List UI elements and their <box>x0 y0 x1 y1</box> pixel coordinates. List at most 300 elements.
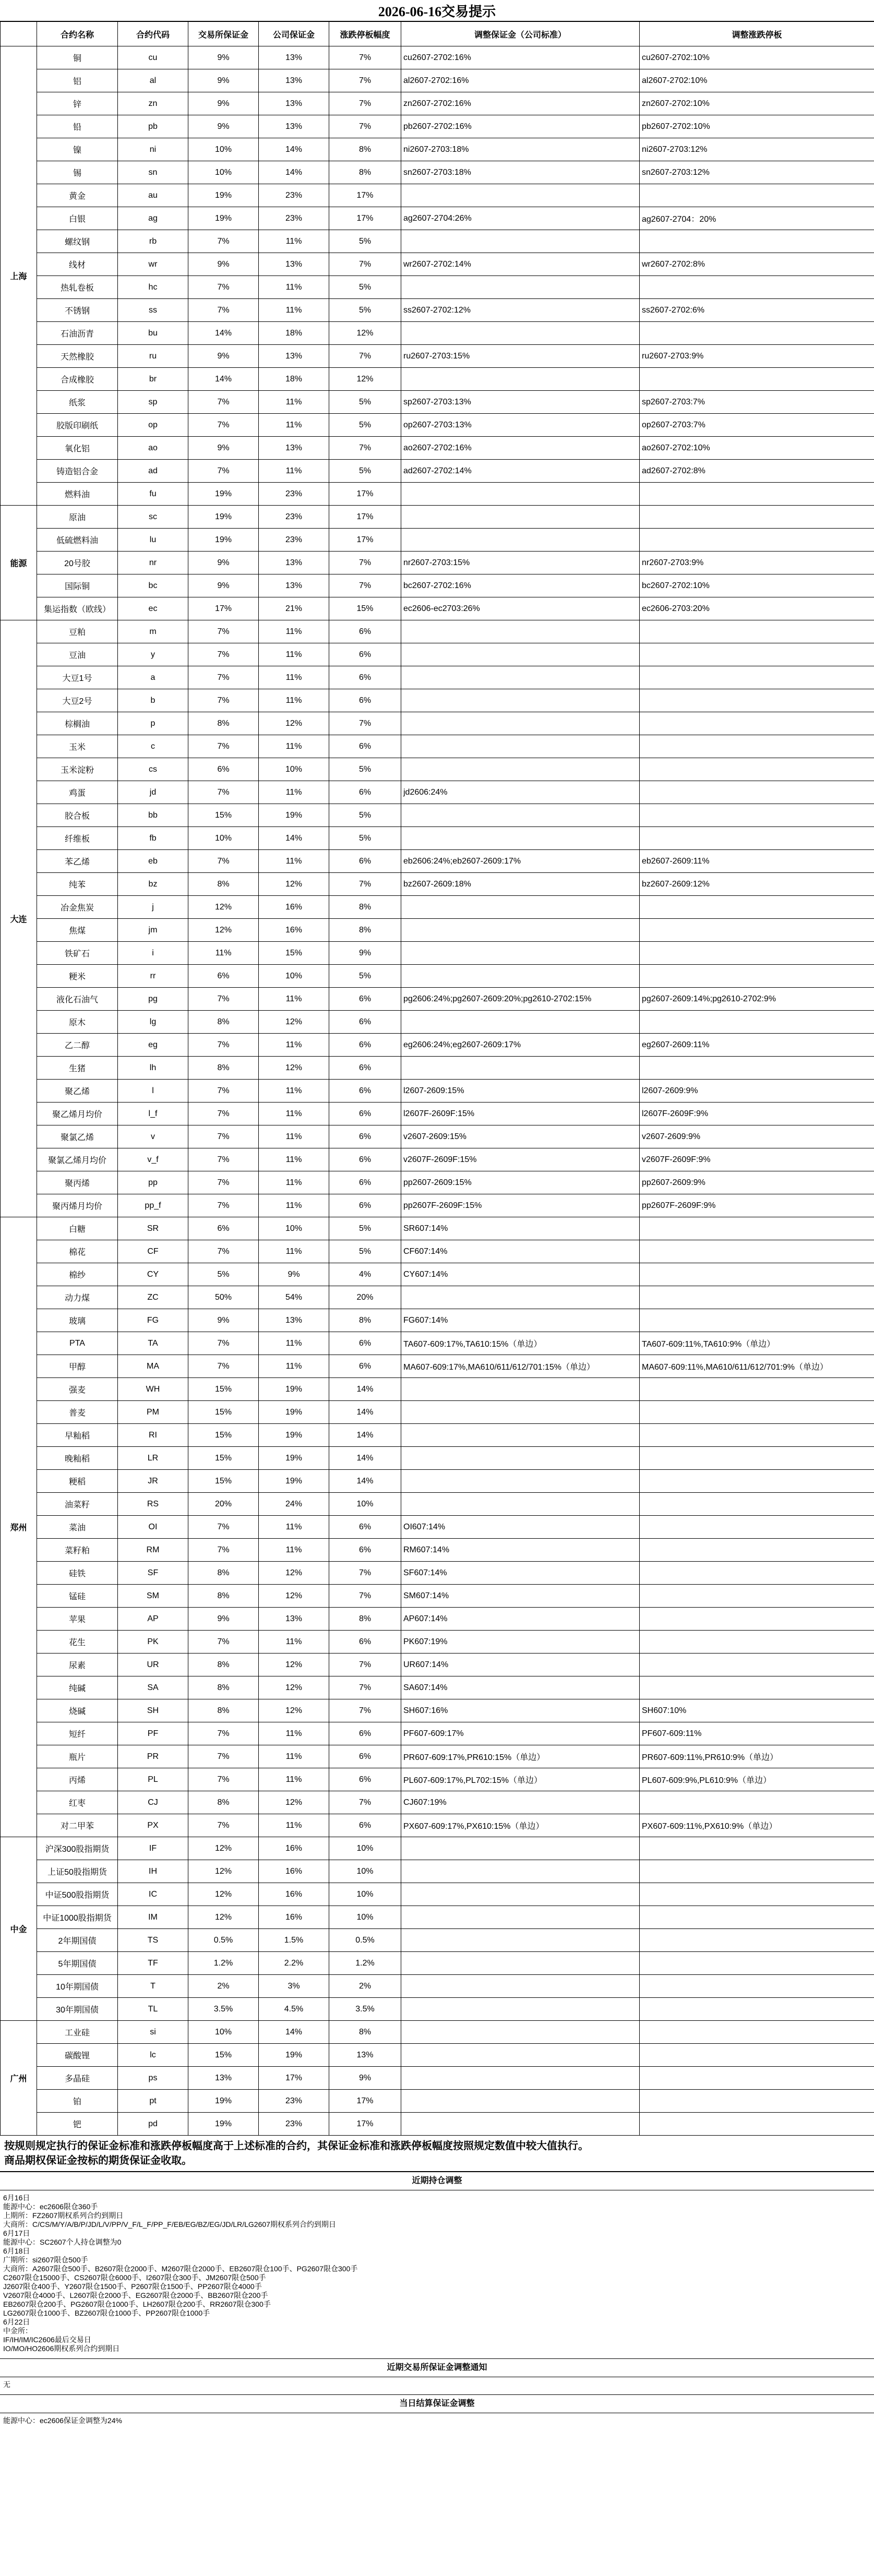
adjusted-limit-cell <box>640 1378 874 1401</box>
adjusted-margin-cell <box>401 184 640 207</box>
contract-code-cell: SM <box>118 1585 188 1608</box>
adjusted-limit-cell <box>640 2044 874 2067</box>
exchange-margin-cell: 7% <box>188 1171 259 1194</box>
exchange-margin-cell: 9% <box>188 69 259 92</box>
exchange-margin-cell: 7% <box>188 689 259 712</box>
exchange-margin-cell: 10% <box>188 138 259 161</box>
price-limit-cell: 7% <box>329 345 401 368</box>
exchange-margin-cell: 7% <box>188 1722 259 1745</box>
table-row <box>1 1470 874 1493</box>
exchange-margin-cell: 12% <box>188 1906 259 1929</box>
price-limit-cell: 3.5% <box>329 1998 401 2021</box>
exchange-margin-cell: 7% <box>188 1745 259 1768</box>
exchange-margin-cell: 9% <box>188 574 259 597</box>
adjusted-limit-cell: bz2607-2609:12% <box>640 873 874 896</box>
contract-code-cell: sp <box>118 391 188 414</box>
price-limit-cell: 5% <box>329 276 401 299</box>
contract-code-cell: SA <box>118 1676 188 1699</box>
contract-code-cell: a <box>118 666 188 689</box>
contract-code-cell: sn <box>118 161 188 184</box>
contract-code-cell: PR <box>118 1745 188 1768</box>
company-margin-cell: 18% <box>259 322 329 345</box>
price-limit-cell: 6% <box>329 1034 401 1057</box>
adjusted-limit-cell <box>640 2067 874 2090</box>
contract-name-cell: 2年期国债 <box>37 1929 118 1952</box>
adjusted-limit-cell <box>640 1929 874 1952</box>
price-limit-cell: 6% <box>329 689 401 712</box>
price-limit-cell: 6% <box>329 735 401 758</box>
table-row <box>1 207 874 230</box>
exchange-margin-cell: 19% <box>188 2113 259 2136</box>
adjusted-margin-cell <box>401 827 640 850</box>
exchange-margin-cell: 7% <box>188 1103 259 1125</box>
adjusted-limit-cell <box>640 1217 874 1240</box>
exchange-margin-cell: 7% <box>188 391 259 414</box>
exchange-margin-cell: 10% <box>188 2021 259 2044</box>
contract-name-cell: 沪深300股指期货 <box>37 1837 118 1860</box>
exchange-margin-cell: 7% <box>188 1194 259 1217</box>
table-row <box>1 1814 874 1837</box>
exchange-margin-cell: 8% <box>188 1699 259 1722</box>
company-margin-cell: 23% <box>259 2113 329 2136</box>
contract-name-cell: 碳酸锂 <box>37 2044 118 2067</box>
price-limit-cell: 10% <box>329 1493 401 1516</box>
contract-name-cell: 豆粕 <box>37 620 118 643</box>
contract-code-cell: PX <box>118 1814 188 1837</box>
price-limit-cell: 8% <box>329 896 401 919</box>
table-row <box>1 2090 874 2113</box>
adjusted-limit-cell <box>640 1860 874 1883</box>
adjusted-margin-cell: pg2606:24%;pg2607-2609:20%;pg2610-2702:15% <box>401 988 640 1011</box>
contract-code-cell: ZC <box>118 1286 188 1309</box>
contract-name-cell: 乙二醇 <box>37 1034 118 1057</box>
price-limit-cell: 6% <box>329 1080 401 1103</box>
contract-code-cell: rr <box>118 965 188 988</box>
exchange-margin-cell: 7% <box>188 230 259 253</box>
exchange-margin-cell: 8% <box>188 873 259 896</box>
price-limit-cell: 13% <box>329 2044 401 2067</box>
contract-code-cell: zn <box>118 92 188 115</box>
table-row <box>1 1171 874 1194</box>
contract-code-cell: fu <box>118 483 188 506</box>
table-row <box>1 1309 874 1332</box>
table-row <box>1 322 874 345</box>
rule-notes <box>0 2136 874 2172</box>
price-limit-cell: 14% <box>329 1378 401 1401</box>
adjusted-margin-cell: ru2607-2703:15% <box>401 345 640 368</box>
price-limit-cell: 10% <box>329 1837 401 1860</box>
table-row <box>1 1745 874 1768</box>
exchange-margin-cell: 1.2% <box>188 1952 259 1975</box>
exchange-margin-cell: 7% <box>188 1631 259 1654</box>
adjusted-limit-cell <box>640 1791 874 1814</box>
adjusted-margin-cell: v2607F-2609F:15% <box>401 1148 640 1171</box>
price-limit-cell: 7% <box>329 1585 401 1608</box>
contract-code-cell: bc <box>118 574 188 597</box>
company-margin-cell: 10% <box>259 1217 329 1240</box>
price-limit-cell: 17% <box>329 529 401 552</box>
contract-name-cell: 液化石油气 <box>37 988 118 1011</box>
adjusted-limit-cell <box>640 781 874 804</box>
contract-name-cell: 5年期国债 <box>37 1952 118 1975</box>
table-row <box>1 2113 874 2136</box>
contract-name-cell: 中证1000股指期货 <box>37 1906 118 1929</box>
company-margin-cell: 11% <box>259 1240 329 1263</box>
section-title: 当日结算保证金调整 <box>0 2394 874 2413</box>
price-limit-cell: 20% <box>329 1286 401 1309</box>
price-limit-cell: 17% <box>329 184 401 207</box>
exchange-margin-cell: 7% <box>188 1332 259 1355</box>
table-row <box>1 597 874 620</box>
exchange-margin-cell: 12% <box>188 1837 259 1860</box>
table-row <box>1 1286 874 1309</box>
adjusted-limit-cell <box>640 1539 874 1562</box>
price-limit-cell: 5% <box>329 804 401 827</box>
company-margin-cell: 9% <box>259 1263 329 1286</box>
adjusted-limit-cell <box>640 1562 874 1585</box>
exchange-margin-cell: 19% <box>188 483 259 506</box>
price-limit-cell: 7% <box>329 712 401 735</box>
table-row <box>1 1447 874 1470</box>
price-limit-cell: 17% <box>329 207 401 230</box>
contract-name-cell: 原木 <box>37 1011 118 1034</box>
contract-name-cell: 烧碱 <box>37 1699 118 1722</box>
price-limit-cell: 6% <box>329 1148 401 1171</box>
contract-code-cell: cs <box>118 758 188 781</box>
adjusted-limit-cell: ag2607-2704：20% <box>640 207 874 230</box>
company-margin-cell: 14% <box>259 827 329 850</box>
exchange-margin-cell: 8% <box>188 1562 259 1585</box>
contract-code-cell: IH <box>118 1860 188 1883</box>
adjusted-margin-cell <box>401 1493 640 1516</box>
contract-code-cell: LR <box>118 1447 188 1470</box>
contract-name-cell: 聚氯乙烯月均价 <box>37 1148 118 1171</box>
exchange-margin-cell: 14% <box>188 322 259 345</box>
price-limit-cell: 7% <box>329 1699 401 1722</box>
table-row <box>1 391 874 414</box>
table-row <box>1 1562 874 1585</box>
contract-name-cell: 聚丙烯 <box>37 1171 118 1194</box>
contract-code-cell: RI <box>118 1424 188 1447</box>
adjusted-margin-cell <box>401 2090 640 2113</box>
contract-code-cell: cu <box>118 46 188 69</box>
price-limit-cell: 6% <box>329 666 401 689</box>
contract-code-cell: IF <box>118 1837 188 1860</box>
adjusted-margin-cell: PF607-609:17% <box>401 1722 640 1745</box>
contract-name-cell: 上证50股指期货 <box>37 1860 118 1883</box>
header-adjusted-margin: 调整保证金（公司标准） <box>401 22 640 46</box>
adjusted-limit-cell: pp2607F-2609F:9% <box>640 1194 874 1217</box>
adjusted-margin-cell: PK607:19% <box>401 1631 640 1654</box>
exchange-margin-cell: 19% <box>188 2090 259 2113</box>
contract-code-cell: TL <box>118 1998 188 2021</box>
margin-table <box>0 21 874 2136</box>
adjusted-limit-cell <box>640 506 874 529</box>
company-margin-cell: 11% <box>259 391 329 414</box>
price-limit-cell: 6% <box>329 1125 401 1148</box>
price-limit-cell: 7% <box>329 69 401 92</box>
table-row <box>1 92 874 115</box>
adjusted-margin-cell <box>401 1470 640 1493</box>
adjusted-limit-cell <box>640 942 874 965</box>
table-row <box>1 1516 874 1539</box>
contract-code-cell: l <box>118 1080 188 1103</box>
exchange-margin-cell: 7% <box>188 1355 259 1378</box>
company-margin-cell: 12% <box>259 1585 329 1608</box>
adjusted-margin-cell <box>401 735 640 758</box>
exchange-margin-cell: 7% <box>188 1080 259 1103</box>
exchange-margin-cell: 8% <box>188 1791 259 1814</box>
price-limit-cell: 10% <box>329 1860 401 1883</box>
adjusted-margin-cell: SH607:16% <box>401 1699 640 1722</box>
adjusted-margin-cell: CF607:14% <box>401 1240 640 1263</box>
price-limit-cell: 8% <box>329 919 401 942</box>
company-margin-cell: 11% <box>259 1171 329 1194</box>
contract-code-cell: JR <box>118 1470 188 1493</box>
price-limit-cell: 7% <box>329 1562 401 1585</box>
price-limit-cell: 10% <box>329 1906 401 1929</box>
price-limit-cell: 5% <box>329 965 401 988</box>
adjusted-limit-cell <box>640 1057 874 1080</box>
adjusted-limit-cell: PL607-609:9%,PL610:9%（单边） <box>640 1768 874 1791</box>
exchange-margin-cell: 8% <box>188 1011 259 1034</box>
contract-code-cell: rb <box>118 230 188 253</box>
adjusted-limit-cell: ni2607-2703:12% <box>640 138 874 161</box>
price-limit-cell: 6% <box>329 1745 401 1768</box>
company-margin-cell: 11% <box>259 1722 329 1745</box>
price-limit-cell: 8% <box>329 161 401 184</box>
contract-name-cell: 多晶硅 <box>37 2067 118 2090</box>
contract-name-cell: 丙烯 <box>37 1768 118 1791</box>
contract-code-cell: nr <box>118 552 188 574</box>
company-margin-cell: 11% <box>259 1768 329 1791</box>
contract-code-cell: sc <box>118 506 188 529</box>
table-row <box>1 1011 874 1034</box>
exchange-margin-cell: 19% <box>188 184 259 207</box>
contract-code-cell: b <box>118 689 188 712</box>
contract-code-cell: al <box>118 69 188 92</box>
adjusted-margin-cell: jd2606:24% <box>401 781 640 804</box>
adjusted-margin-cell <box>401 666 640 689</box>
price-limit-cell: 5% <box>329 1240 401 1263</box>
section-body <box>0 2190 874 2358</box>
table-row <box>1 735 874 758</box>
company-margin-cell: 11% <box>259 643 329 666</box>
price-limit-cell: 8% <box>329 1309 401 1332</box>
adjusted-limit-cell <box>640 643 874 666</box>
exchange-margin-cell: 7% <box>188 414 259 437</box>
adjusted-margin-cell: nr2607-2703:15% <box>401 552 640 574</box>
adjusted-limit-cell: eg2607-2609:11% <box>640 1034 874 1057</box>
section-line: 能源中心：ec2606限仓360手 <box>3 2202 98 2211</box>
contract-name-cell: 钯 <box>37 2113 118 2136</box>
exchange-margin-cell: 8% <box>188 1585 259 1608</box>
contract-name-cell: 对二甲苯 <box>37 1814 118 1837</box>
contract-name-cell: 铜 <box>37 46 118 69</box>
contract-code-cell: l_f <box>118 1103 188 1125</box>
table-row <box>1 643 874 666</box>
adjusted-margin-cell: SM607:14% <box>401 1585 640 1608</box>
exchange-margin-cell: 7% <box>188 1539 259 1562</box>
company-margin-cell: 12% <box>259 873 329 896</box>
company-margin-cell: 13% <box>259 345 329 368</box>
company-margin-cell: 11% <box>259 1034 329 1057</box>
exchange-margin-cell: 7% <box>188 460 259 483</box>
contract-name-cell: 瓶片 <box>37 1745 118 1768</box>
section-line: 6月22日 <box>3 2318 30 2326</box>
adjusted-margin-cell: CJ607:19% <box>401 1791 640 1814</box>
adjusted-margin-cell: pp2607-2609:15% <box>401 1171 640 1194</box>
contract-name-cell: 晚籼稻 <box>37 1447 118 1470</box>
price-limit-cell: 6% <box>329 1516 401 1539</box>
adjusted-margin-cell <box>401 965 640 988</box>
exchange-margin-cell: 7% <box>188 781 259 804</box>
table-row <box>1 781 874 804</box>
table-row <box>1 1057 874 1080</box>
table-header-row <box>1 22 874 46</box>
company-margin-cell: 19% <box>259 1401 329 1424</box>
adjusted-margin-cell <box>401 942 640 965</box>
exchange-cell: 广州 <box>1 2021 37 2136</box>
table-row <box>1 1883 874 1906</box>
adjusted-limit-cell: ru2607-2703:9% <box>640 345 874 368</box>
price-limit-cell: 7% <box>329 552 401 574</box>
header-exchange <box>1 22 37 46</box>
adjusted-limit-cell <box>640 1654 874 1676</box>
company-margin-cell: 19% <box>259 2044 329 2067</box>
contract-code-cell: IC <box>118 1883 188 1906</box>
exchange-margin-cell: 9% <box>188 46 259 69</box>
company-margin-cell: 13% <box>259 552 329 574</box>
contract-code-cell: au <box>118 184 188 207</box>
company-margin-cell: 23% <box>259 184 329 207</box>
contract-name-cell: 合成橡胶 <box>37 368 118 391</box>
adjusted-limit-cell: ad2607-2702:8% <box>640 460 874 483</box>
header-limit: 涨跌停板幅度 <box>329 22 401 46</box>
exchange-margin-cell: 7% <box>188 299 259 322</box>
table-row <box>1 1378 874 1401</box>
adjusted-limit-cell: sp2607-2703:7% <box>640 391 874 414</box>
company-margin-cell: 11% <box>259 1148 329 1171</box>
contract-code-cell: eb <box>118 850 188 873</box>
exchange-margin-cell: 3.5% <box>188 1998 259 2021</box>
price-limit-cell: 6% <box>329 1103 401 1125</box>
section-line: 上期所：FZ2607期权系列合约到期日 <box>3 2211 124 2220</box>
section-title: 近期持仓调整 <box>0 2172 874 2190</box>
contract-name-cell: 铸造铝合金 <box>37 460 118 483</box>
company-margin-cell: 12% <box>259 1011 329 1034</box>
exchange-margin-cell: 9% <box>188 253 259 276</box>
adjusted-margin-cell <box>401 1424 640 1447</box>
exchange-margin-cell: 5% <box>188 1263 259 1286</box>
table-row <box>1 1676 874 1699</box>
exchange-margin-cell: 15% <box>188 1378 259 1401</box>
price-limit-cell: 17% <box>329 2090 401 2113</box>
contract-code-cell: lh <box>118 1057 188 1080</box>
adjusted-margin-cell <box>401 919 640 942</box>
exchange-margin-cell: 7% <box>188 850 259 873</box>
table-row <box>1 965 874 988</box>
table-row <box>1 368 874 391</box>
adjusted-limit-cell <box>640 1676 874 1699</box>
exchange-margin-cell: 9% <box>188 1309 259 1332</box>
exchange-cell: 上海 <box>1 46 37 506</box>
adjusted-limit-cell <box>640 758 874 781</box>
contract-code-cell: ag <box>118 207 188 230</box>
adjusted-margin-cell: l2607F-2609F:15% <box>401 1103 640 1125</box>
exchange-margin-cell: 8% <box>188 1654 259 1676</box>
company-margin-cell: 11% <box>259 1631 329 1654</box>
adjusted-limit-cell <box>640 689 874 712</box>
company-margin-cell: 14% <box>259 161 329 184</box>
contract-name-cell: 大豆1号 <box>37 666 118 689</box>
contract-code-cell: lu <box>118 529 188 552</box>
adjusted-margin-cell <box>401 1401 640 1424</box>
company-margin-cell: 12% <box>259 1562 329 1585</box>
adjusted-margin-cell: pp2607F-2609F:15% <box>401 1194 640 1217</box>
adjusted-limit-cell <box>640 735 874 758</box>
adjusted-margin-cell: ad2607-2702:14% <box>401 460 640 483</box>
contract-code-cell: PL <box>118 1768 188 1791</box>
exchange-cell: 大连 <box>1 620 37 1217</box>
exchange-margin-cell: 14% <box>188 368 259 391</box>
table-row <box>1 1699 874 1722</box>
contract-name-cell: 锰硅 <box>37 1585 118 1608</box>
adjusted-margin-cell: AP607:14% <box>401 1608 640 1631</box>
price-limit-cell: 4% <box>329 1263 401 1286</box>
table-row <box>1 1952 874 1975</box>
company-margin-cell: 11% <box>259 689 329 712</box>
adjusted-limit-cell <box>640 529 874 552</box>
price-limit-cell: 14% <box>329 1447 401 1470</box>
adjusted-limit-cell <box>640 2113 874 2136</box>
exchange-margin-cell: 6% <box>188 1217 259 1240</box>
adjusted-margin-cell: FG607:14% <box>401 1309 640 1332</box>
note-line: 商品期权保证金按标的期货保证金收取。 <box>4 2155 192 2166</box>
company-margin-cell: 11% <box>259 850 329 873</box>
price-limit-cell: 5% <box>329 1217 401 1240</box>
contract-code-cell: m <box>118 620 188 643</box>
company-margin-cell: 54% <box>259 1286 329 1309</box>
price-limit-cell: 17% <box>329 506 401 529</box>
adjusted-limit-cell <box>640 1424 874 1447</box>
exchange-margin-cell: 15% <box>188 2044 259 2067</box>
section-body <box>0 2377 874 2394</box>
contract-name-cell: 玉米 <box>37 735 118 758</box>
adjusted-limit-cell <box>640 965 874 988</box>
contract-name-cell: 鸡蛋 <box>37 781 118 804</box>
table-row <box>1 184 874 207</box>
contract-name-cell: 棉花 <box>37 1240 118 1263</box>
price-limit-cell: 7% <box>329 46 401 69</box>
table-row <box>1 988 874 1011</box>
company-margin-cell: 16% <box>259 1837 329 1860</box>
adjusted-margin-cell <box>401 1011 640 1034</box>
contract-name-cell: 胶合板 <box>37 804 118 827</box>
company-margin-cell: 13% <box>259 574 329 597</box>
section-line: LG2607限仓1000手、BZ2607限仓1000手、PP2607限仓1000手 <box>3 2309 210 2317</box>
contract-code-cell: pp_f <box>118 1194 188 1217</box>
contract-name-cell: 强麦 <box>37 1378 118 1401</box>
adjusted-limit-cell: pb2607-2702:10% <box>640 115 874 138</box>
exchange-margin-cell: 50% <box>188 1286 259 1309</box>
price-limit-cell: 1.2% <box>329 1952 401 1975</box>
adjusted-limit-cell: ec2606-2703:20% <box>640 597 874 620</box>
contract-name-cell: 铁矿石 <box>37 942 118 965</box>
table-row <box>1 552 874 574</box>
adjusted-margin-cell <box>401 758 640 781</box>
contract-name-cell: 红枣 <box>37 1791 118 1814</box>
